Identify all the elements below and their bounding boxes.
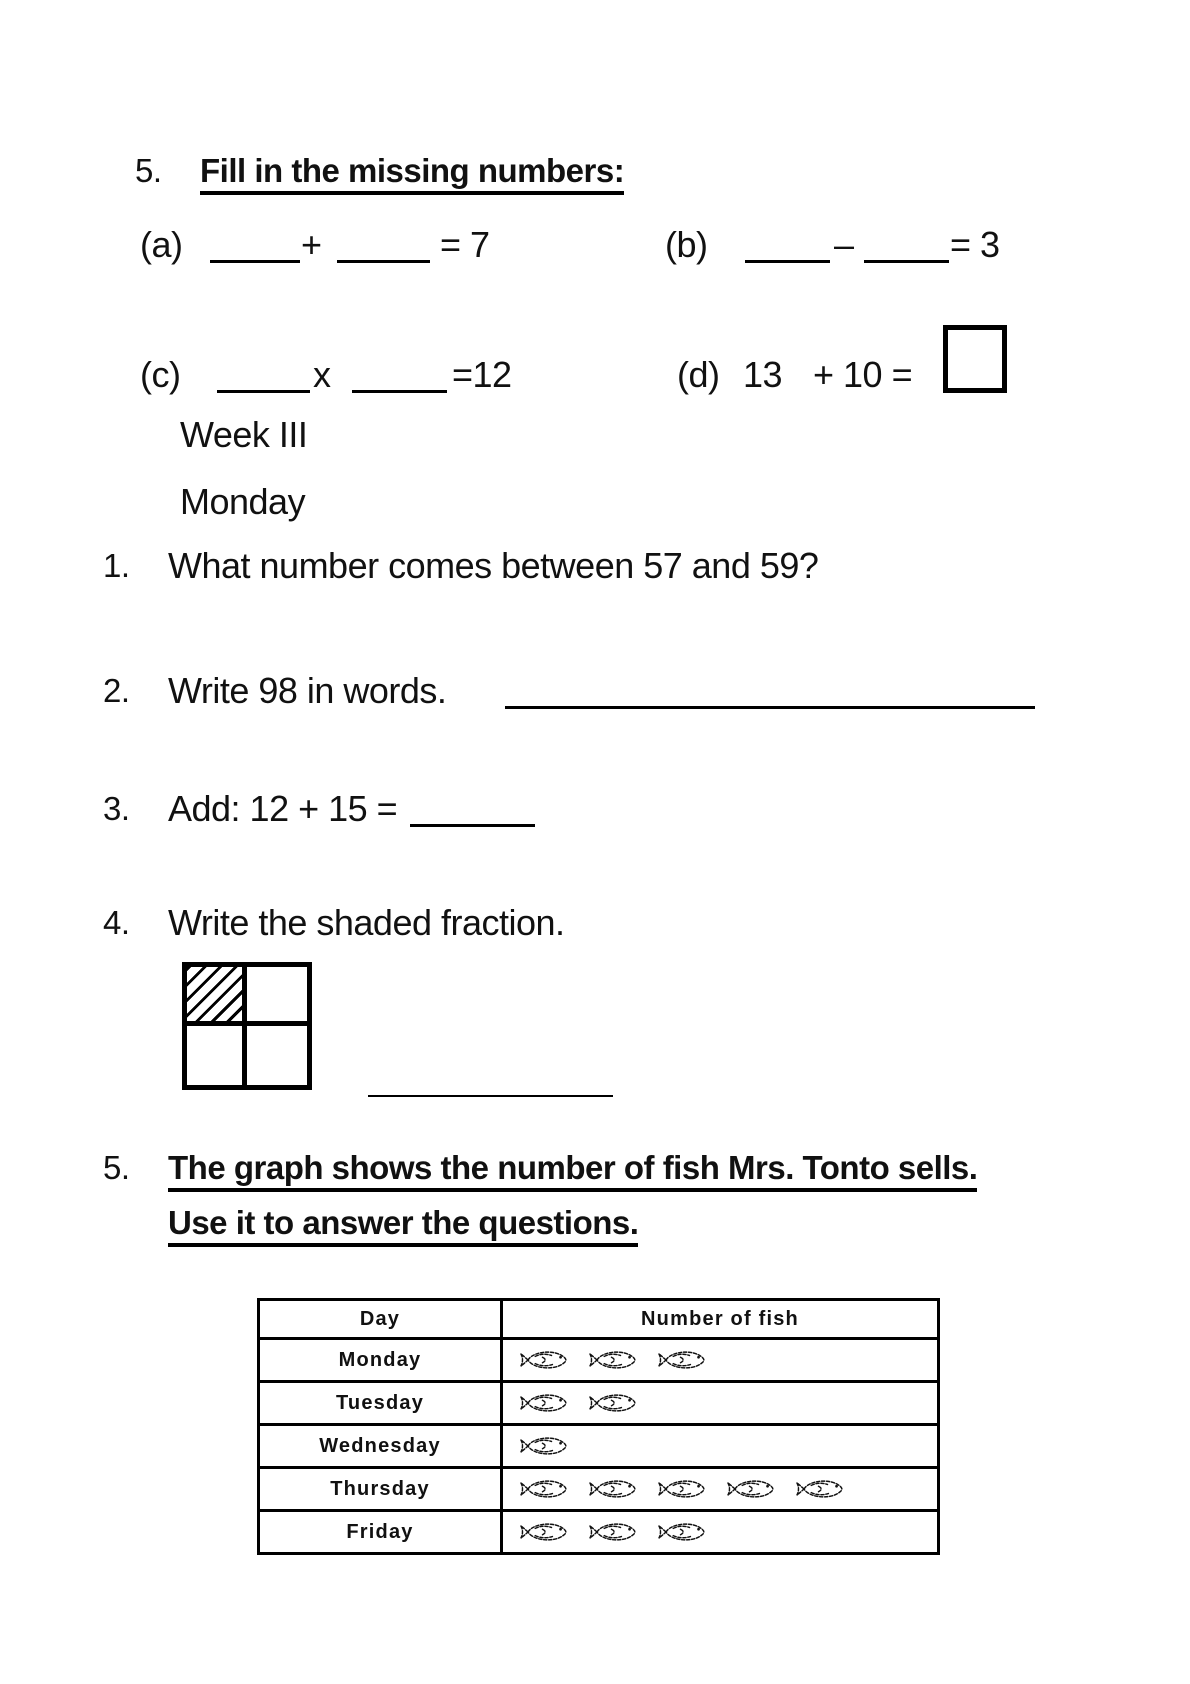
fish-icons-group (503, 1389, 937, 1417)
unshaded-cell (187, 1026, 247, 1085)
question-5-row-1 (0, 1145, 1190, 1191)
fish-icon (795, 1475, 851, 1503)
part-d-expression: + 10 = (813, 354, 913, 395)
part-a-label: (a) (140, 224, 183, 265)
fish-icons-group (503, 1346, 937, 1374)
part-d-answer-box[interactable] (943, 325, 1007, 393)
question-1-number: 1. (103, 547, 130, 584)
fish-count-cell (502, 1382, 939, 1425)
part-c-blank-2[interactable] (352, 354, 447, 393)
fish-count-cell (502, 1425, 939, 1468)
question-5-text-line-2: Use it to answer the questions. (168, 1205, 638, 1247)
day-cell: Thursday (259, 1468, 502, 1511)
question-4-answer-line[interactable] (368, 1075, 613, 1097)
fish-icon (657, 1475, 713, 1503)
part-b-result: = 3 (950, 224, 1000, 265)
fish-icons-group (503, 1475, 937, 1503)
part-c-result: =12 (452, 354, 512, 395)
fish-icon (519, 1518, 575, 1546)
fish-table-row (259, 1468, 939, 1511)
day-heading-row (0, 479, 1190, 525)
fish-table (257, 1298, 940, 1555)
question-2-answer-line[interactable] (505, 670, 1035, 709)
question-3-answer-line[interactable] (410, 788, 535, 827)
section-title: Fill in the missing numbers: (200, 153, 624, 195)
part-b-operator: – (834, 224, 854, 265)
day-cell: Tuesday (259, 1382, 502, 1425)
unshaded-cell (247, 967, 307, 1026)
week-heading: Week III (180, 414, 308, 455)
fish-table-header-count: Number of fish (502, 1300, 939, 1339)
fish-icon (588, 1475, 644, 1503)
question-4-number: 4. (103, 904, 130, 941)
question-2-row (0, 668, 1190, 714)
question-4-text: Write the shaded fraction. (168, 902, 565, 943)
fish-icon (588, 1389, 644, 1417)
fish-icon (657, 1518, 713, 1546)
fish-icons-group (503, 1518, 937, 1546)
day-cell: Monday (259, 1339, 502, 1382)
question-1-row (0, 543, 1190, 589)
part-a-blank-2[interactable] (337, 224, 430, 263)
fish-icon (726, 1475, 782, 1503)
question-5-text-line-1: The graph shows the number of fish Mrs. Tonto sells. (168, 1150, 977, 1192)
section-heading-row (0, 148, 1190, 194)
fish-count-cell (502, 1339, 939, 1382)
question-3-text: Add: 12 + 15 = (168, 788, 398, 829)
part-b-blank-1[interactable] (745, 224, 830, 263)
question-3-number: 3. (103, 790, 130, 827)
section-number: 5. (135, 152, 162, 189)
fish-table-header-row (259, 1300, 939, 1339)
part-c-operator: x (313, 354, 331, 395)
part-a-blank-1[interactable] (210, 224, 300, 263)
question-5-number: 5. (103, 1149, 130, 1186)
fish-icon (588, 1346, 644, 1374)
fish-icon (519, 1389, 575, 1417)
fish-table-row (259, 1382, 939, 1425)
fish-icons-group (503, 1432, 937, 1460)
fraction-grid (182, 962, 312, 1090)
question-4-row (0, 900, 1190, 946)
fish-icon (519, 1475, 575, 1503)
part-b-label: (b) (665, 224, 708, 265)
part-a-result: = 7 (440, 224, 490, 265)
day-heading: Monday (180, 481, 306, 522)
part-c-blank-1[interactable] (217, 354, 310, 393)
part-d-label: (d) (677, 354, 720, 395)
fish-count-cell (502, 1468, 939, 1511)
fish-table-row (259, 1425, 939, 1468)
fish-icon (519, 1432, 575, 1460)
part-b-blank-2[interactable] (864, 224, 949, 263)
fish-table-header-day: Day (259, 1300, 502, 1339)
question-5-row-2 (0, 1200, 1190, 1246)
fish-table-row (259, 1511, 939, 1554)
part-d-first-number: 13 (743, 354, 783, 395)
question-2-text: Write 98 in words. (168, 670, 447, 711)
fish-count-cell (502, 1511, 939, 1554)
shaded-cell (187, 967, 247, 1026)
day-cell: Wednesday (259, 1425, 502, 1468)
fish-table-row (259, 1339, 939, 1382)
question-2-number: 2. (103, 672, 130, 709)
unshaded-cell (247, 1026, 307, 1085)
fish-icon (519, 1346, 575, 1374)
week-heading-row (0, 412, 1190, 458)
part-a-operator: + (301, 224, 322, 265)
fish-icon (657, 1346, 713, 1374)
fish-table-body (259, 1339, 939, 1554)
fish-table-wrap (257, 1298, 940, 1555)
question-3-row (0, 786, 1190, 832)
day-cell: Friday (259, 1511, 502, 1554)
fish-icon (588, 1518, 644, 1546)
question-1-text: What number comes between 57 and 59? (168, 545, 819, 586)
part-c-label: (c) (140, 354, 181, 395)
row-parts-a-b (0, 222, 1190, 268)
row-parts-c-d (0, 352, 1190, 398)
